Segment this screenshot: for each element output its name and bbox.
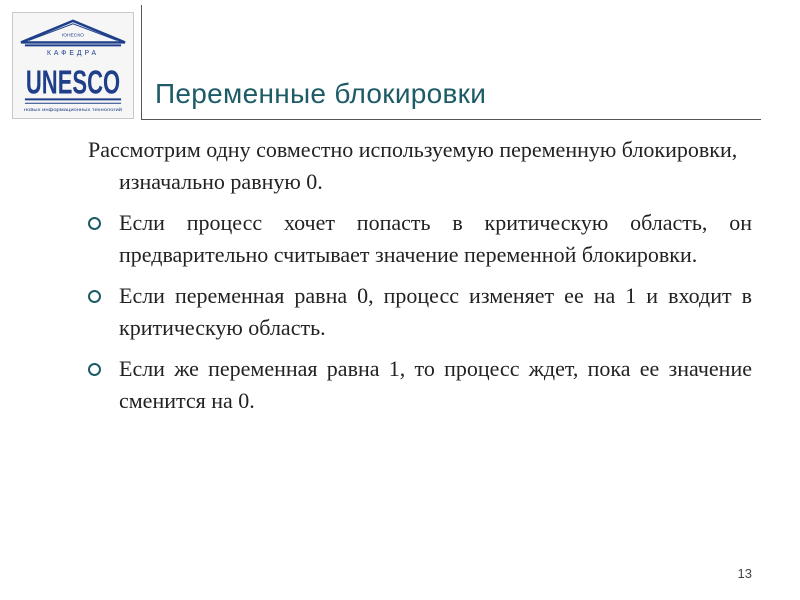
bullet-item [88, 207, 752, 271]
logo-kafedra-text: КАФЕДРА [46, 50, 100, 58]
intro-paragraph: Рассмотрим одну совместно используемую переменную блокировки, изначально равную 0. [88, 137, 738, 194]
bullet-text: Если процесс хочет попасть в критическую область, он предварительно считывает значение переменной блокировки. [119, 210, 752, 267]
bullet-item [88, 280, 752, 344]
unesco-logo [12, 12, 134, 119]
circle-bullet-icon [88, 363, 101, 376]
slide-body [88, 134, 752, 426]
logo-name-text: UNESCO [25, 64, 121, 102]
logo-arch-text: ЮНЕСКО [62, 33, 84, 39]
circle-bullet-icon [88, 217, 101, 230]
bullet-item [88, 353, 752, 417]
header-horizontal-divider [141, 119, 761, 120]
bullet-text: Если переменная равна 0, процесс изменяет ее на 1 и входит в критическую область. [119, 283, 752, 340]
slide-title: Переменные блокировки [155, 78, 487, 109]
circle-bullet-icon [88, 290, 101, 303]
page-number: 13 [737, 566, 752, 581]
logo-subtitle-text: новых информационных технологий [23, 108, 107, 114]
header-vertical-divider [141, 5, 142, 120]
bullet-text: Если же переменная равна 1, то процесс ждет, пока ее значение сменится на 0. [119, 356, 752, 413]
